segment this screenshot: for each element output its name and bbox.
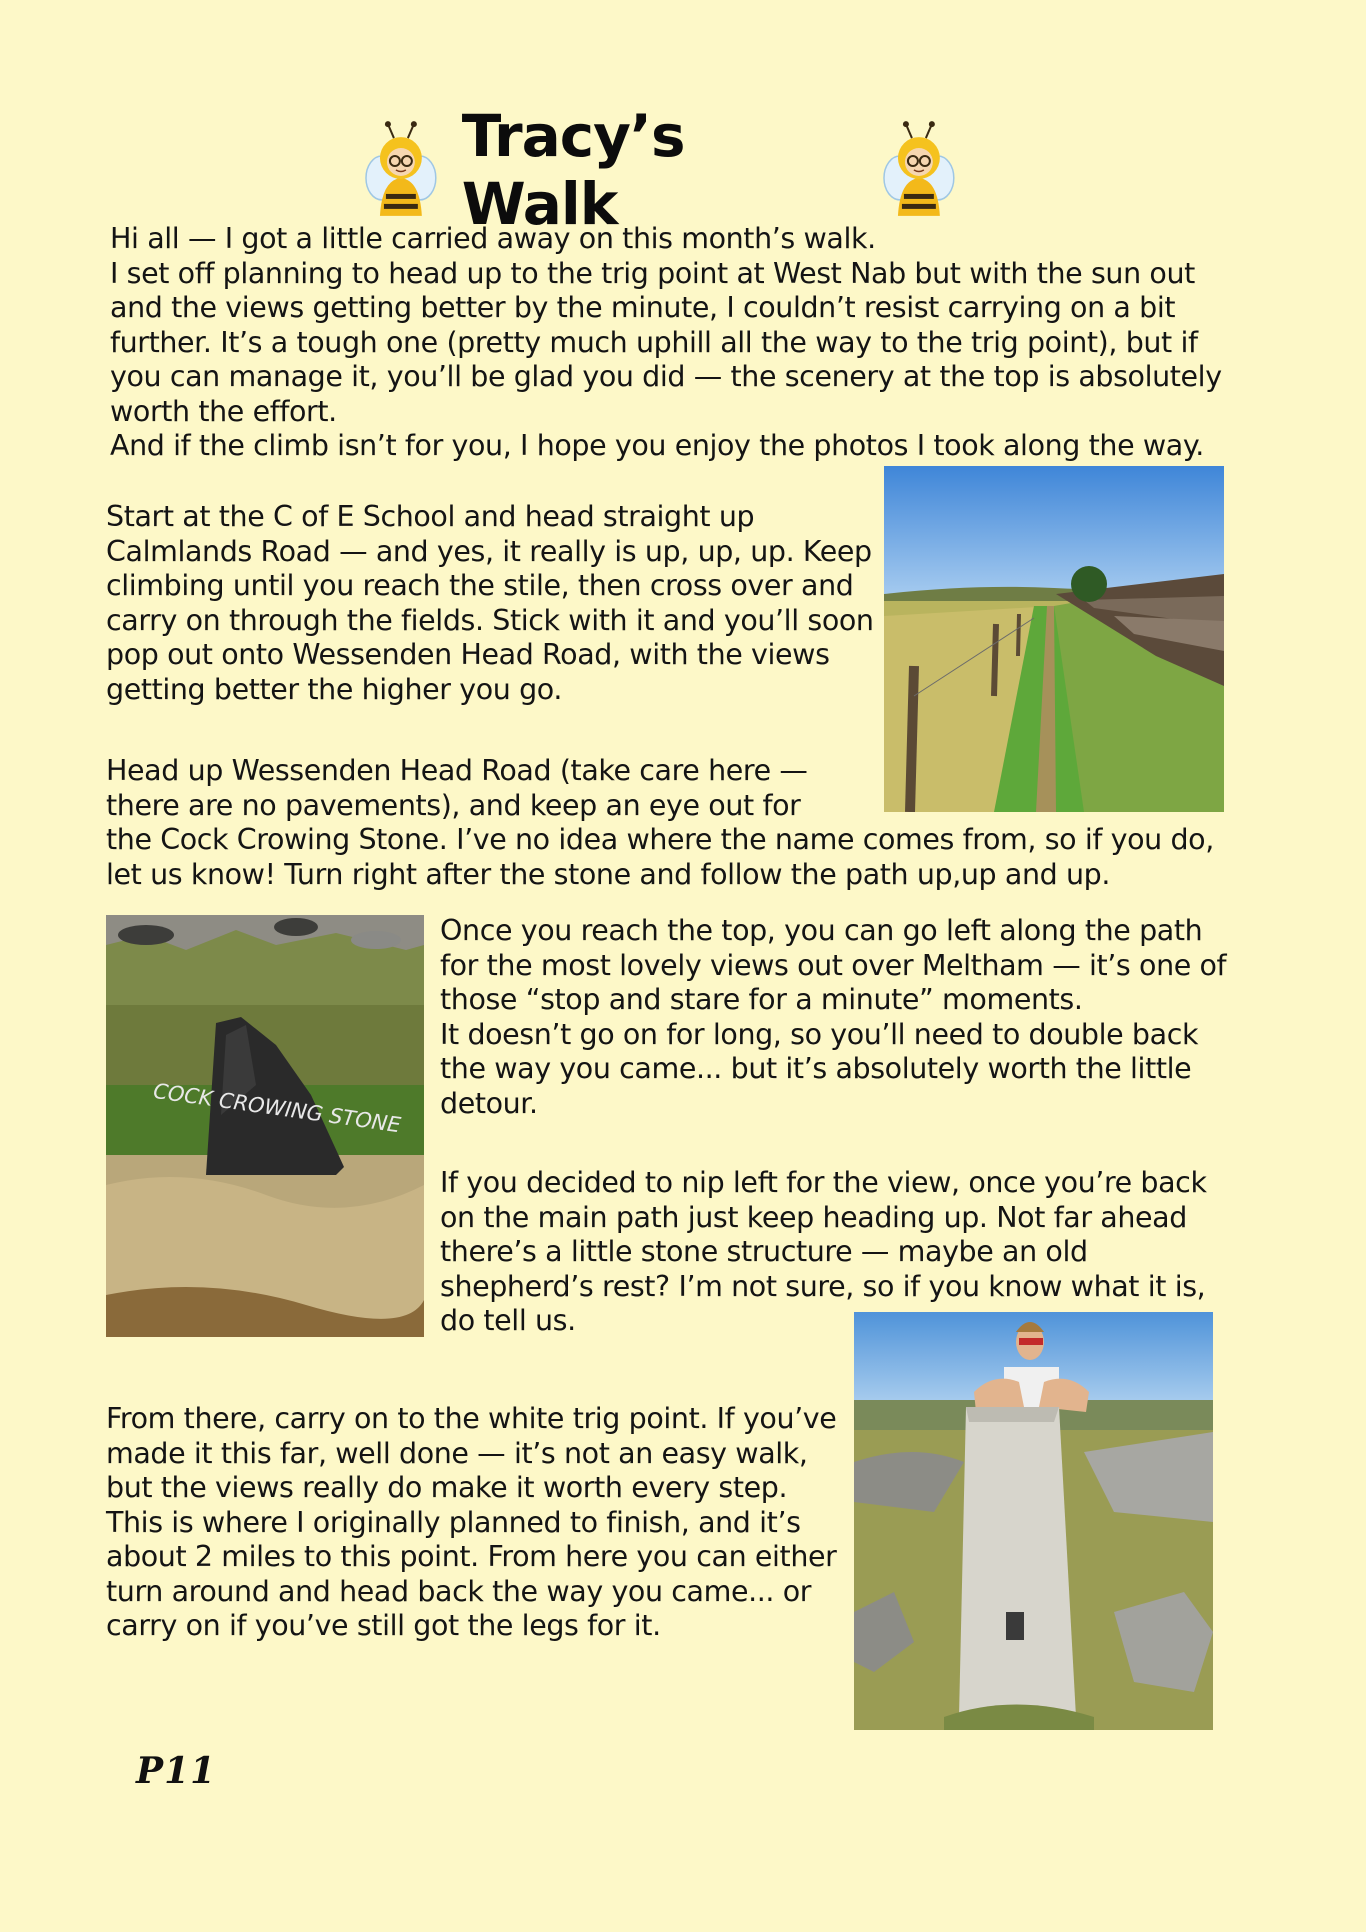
section-paragraph: Head up Wessenden Head Road (take care here — there are no pavements), and keep an eye out for [106, 754, 808, 822]
cock-crowing-stone-photo [106, 915, 424, 1337]
section-start-route [106, 500, 878, 707]
section-paragraph: This is where I originally planned to finish, and it’s about 2 miles to this point. From here you can either turn around and head back the way you came... or carry on if you’ve still got the legs for it. [106, 1505, 837, 1642]
bee-icon [878, 120, 960, 220]
page-number: P11 [136, 1750, 217, 1792]
intro-line: And if the climb isn’t for you, I hope you enjoy the photos I took along the way. [110, 429, 1204, 462]
section-wessenden-road-cont [106, 823, 1236, 892]
field-path-photo [884, 466, 1224, 812]
section-wessenden-road [106, 754, 856, 823]
section-paragraph: From there, carry on to the white trig point. If you’ve made it this far, well done — it’s not an easy walk, but the views really do make it worth every step. [106, 1402, 837, 1504]
intro-paragraph: I set off planning to head up to the trig point at West Nab but with the sun out and the views getting better by the minute, I couldn’t resist carrying on a bit further. It’s a tough one (pretty much uphill all the way to the trig point), but if you can manage it, you’ll be glad you did — the scenery at the top is absolutely worth the effort. [110, 256, 1222, 428]
intro-line: Hi all — I got a little carried away on this month’s walk. [110, 222, 876, 255]
section-top-view [440, 914, 1240, 1121]
intro-text [110, 222, 1240, 464]
section-paragraph: It doesn’t go on for long, so you’ll need to double back the way you came... but it’s absolutely worth the little detour. [440, 1017, 1199, 1120]
section-trig-point [106, 1402, 858, 1644]
section-paragraph: Start at the C of E School and head straight up Calmlands Road — and yes, it really is up, up, up. Keep climbing until you reach the stile, then cross over and carry on through the fields. Stick with it and you’ll soon pop out onto Wessenden Head Road, with the views getting better the higher you go. [106, 500, 874, 706]
section-paragraph: Once you reach the top, you can go left along the path for the most lovely views out over Meltham — it’s one of those “stop and stare for a minute” moments. [440, 914, 1227, 1016]
stone-lettering: COCK CROWING STONE [151, 1078, 403, 1138]
section-paragraph: If you decided to nip left for the view, once you’re back on the main path just keep heading up. Not far ahead there’s a little stone structure — maybe an old shepherd’s rest? I’m not sure, so if you know what it is, do tell us. [440, 1166, 1207, 1337]
section-paragraph: the Cock Crowing Stone. I’ve no idea where the name comes from, so if you do, let us know! Turn right after the stone and follow the path up,up and up. [106, 823, 1214, 891]
page-title: Tracy’s Walk [461, 102, 685, 238]
trig-point-photo [854, 1312, 1213, 1730]
bee-icon [360, 120, 442, 220]
title-row [360, 102, 960, 238]
